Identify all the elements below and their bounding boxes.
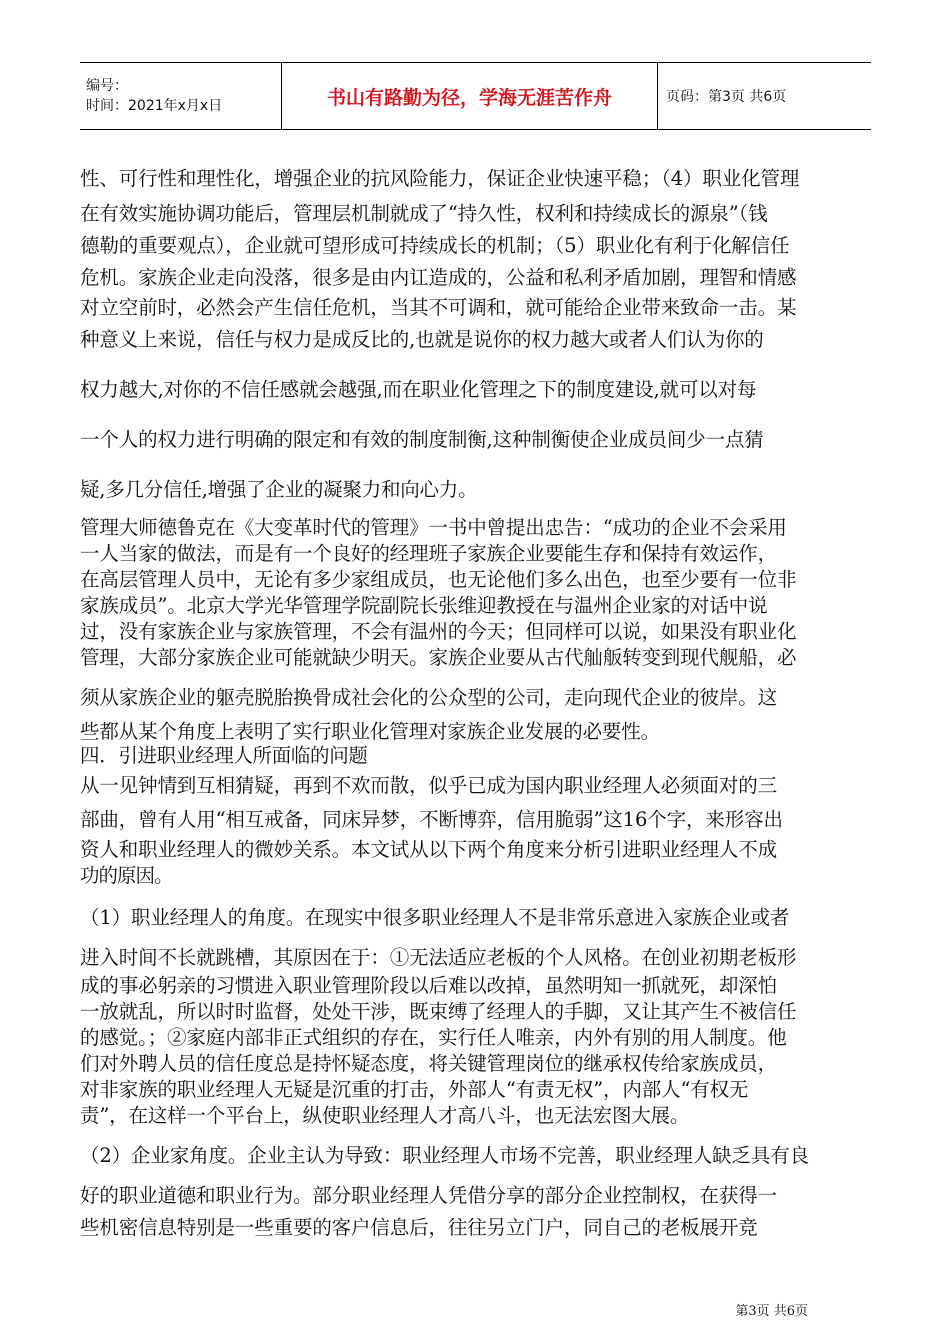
- text-line: 家族成员”。北京大学光华管理学院副院长张维迎教授在与温州企业家的对话中说: [80, 594, 768, 617]
- text-line: 资人和职业经理人的微妙关系。本文试从以下两个角度来分析引进职业经理人不成: [80, 838, 777, 861]
- text-line: 些机密信息特别是一些重要的客户信息后，往往另立门户，同自己的老板展开竞: [80, 1216, 758, 1239]
- text-line: 对非家族的职业经理人无疑是沉重的打击，外部人“有责无权”，内部人“有权无: [80, 1078, 749, 1101]
- text-line: 权力越大,对你的不信任感就会越强,而在职业化管理之下的制度建设,就可以对每: [80, 378, 757, 401]
- document-body: [80, 160, 880, 1241]
- text-line: 危机。家族企业走向没落，很多是由内讧造成的，公益和私利矛盾加剧，理智和情感: [80, 266, 797, 289]
- text-line: 种意义上来说，信任与权力是成反比的,也就是说你的权力越大或者人们认为你的: [80, 328, 764, 351]
- text-line: 的感觉。；②家庭内部非正式组织的存在，实行任人唯亲，内外有别的用人制度。他: [80, 1026, 787, 1049]
- text-line: 进入时间不长就跳槽，其原因在于：①无法适应老板的个人风格。在创业初期老板形: [80, 946, 797, 969]
- text-line: （2）企业家角度。企业主认为导致：职业经理人市场不完善，职业经理人缺乏具有良: [80, 1144, 809, 1167]
- text-line: 些都从某个角度上表明了实行职业化管理对家族企业发展的必要性。: [80, 720, 660, 743]
- text-line: 过，没有家族企业与家族管理，不会有温州的今天；但同样可以说，如果没有职业化: [80, 620, 797, 643]
- text-line: 性、可行性和理性化，增强企业的抗风险能力，保证企业快速平稳；（4）职业化管理: [80, 167, 800, 190]
- document-number-label: 编号：: [86, 78, 128, 94]
- text-line: 疑,多几分信任,增强了企业的凝聚力和向心力。: [80, 478, 478, 501]
- text-line: 管理，大部分家族企业可能就缺少明天。家族企业要从古代舢舨转变到现代舰船，必: [80, 646, 797, 669]
- text-line: 在高层管理人员中，无论有多少家组成员，也无论他们多么出色，也至少要有一位非: [80, 568, 797, 591]
- document-date: 时间：2021年x月x日: [86, 98, 223, 114]
- header-page-info: 页码：第3页 共6页: [666, 89, 787, 105]
- text-line: 功的原因。: [80, 864, 173, 887]
- text-line: 一放就乱，所以时时监督，处处干涉，既束缚了经理人的手脚，又让其产生不被信任: [80, 1000, 797, 1023]
- page-footer: 第3页 共6页: [735, 1304, 808, 1319]
- text-line: 好的职业道德和职业行为。部分职业经理人凭借分享的部分企业控制权，在获得一: [80, 1184, 777, 1207]
- text-line: 须从家族企业的躯壳脱胎换骨成社会化的公众型的公司，走向现代企业的彼岸。这: [80, 686, 777, 709]
- text-line: 一人当家的做法，而是有一个良好的经理班子家族企业要能生存和保持有效运作，: [80, 542, 777, 565]
- text-line: 们对外聘人员的信任度总是持怀疑态度，将关键管理岗位的继承权传给家族成员，: [80, 1052, 777, 1075]
- text-line: 责”，在这样一个平台上，纵使职业经理人才高八斗，也无法宏图大展。: [80, 1104, 690, 1127]
- text-line: 从一见钟情到互相猜疑，再到不欢而散，似乎已成为国内职业经理人必须面对的三: [80, 774, 777, 797]
- text-line: 在有效实施协调功能后，管理层机制就成了“持久性，权利和持续成长的源泉”（钱: [80, 202, 768, 225]
- text-line: 管理大师德鲁克在《大变革时代的管理》一书中曾提出忠告：“成功的企业不会采用: [80, 516, 787, 539]
- text-line: 部曲，曾有人用“相互戒备，同床异梦，不断博弈，信用脆弱”这16个字，来形容出: [80, 808, 783, 831]
- text-line: 德勒的重要观点），企业就可望形成可持续成长的机制；（5）职业化有利于化解信任: [80, 234, 790, 257]
- text-line: （1）职业经理人的角度。在现实中很多职业经理人不是非常乐意进入家族企业或者: [80, 906, 790, 929]
- header-meta: [80, 63, 282, 129]
- page-header: [80, 62, 871, 130]
- section-heading: 四．引进职业经理人所面临的问题: [80, 744, 368, 767]
- text-line: 一个人的权力进行明确的限定和有效的制度制衡,这种制衡使企业成员间少一点猜: [80, 428, 764, 451]
- text-line: 成的事必躬亲的习惯进入职业管理阶段以后难以改掉，虽然明知一抓就死，却深怕: [80, 974, 777, 997]
- text-line: 对立空前时，必然会产生信任危机，当其不可调和，就可能给企业带来致命一击。某: [80, 296, 797, 319]
- header-motto: 书山有路勤为径，学海无涯苦作舟: [282, 63, 658, 129]
